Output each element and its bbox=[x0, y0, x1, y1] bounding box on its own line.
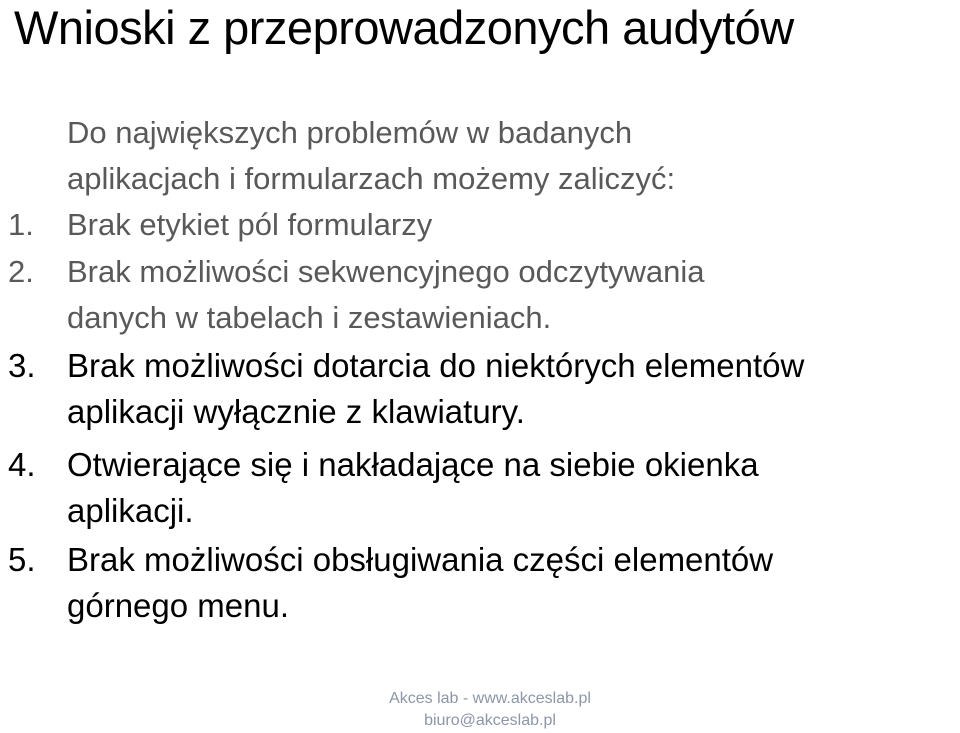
list-item-line: Brak możliwości sekwencyjnego odczytywania bbox=[67, 254, 705, 289]
intro-line-2: aplikacjach i formularzach możemy zaliczyć: bbox=[67, 161, 676, 196]
list-item-line: aplikacji. bbox=[67, 492, 194, 529]
list-item-text bbox=[67, 343, 957, 435]
list-item-line: Brak możliwości dotarcia do niektórych elementów bbox=[67, 347, 805, 384]
list-item-line: Brak możliwości obsługiwania części elementów bbox=[67, 541, 774, 578]
list-item-line: górnego menu. bbox=[67, 587, 289, 624]
footer-website: Akces lab - www.akceslab.pl bbox=[389, 690, 591, 707]
list-item-text bbox=[67, 537, 957, 629]
slide-title: Wnioski z przeprowadzonych audytów bbox=[14, 1, 794, 54]
intro-line-1: Do największych problemów w badanych bbox=[67, 115, 633, 150]
list-item-number: 1. bbox=[8, 207, 34, 242]
list-item-text bbox=[67, 249, 957, 341]
list-item-number: 2. bbox=[8, 254, 34, 289]
list-item-text bbox=[67, 442, 957, 534]
list-item-number: 3. bbox=[8, 347, 36, 384]
intro-text bbox=[67, 110, 927, 202]
list-item-line: danych w tabelach i zestawieniach. bbox=[67, 300, 552, 335]
list-item-number: 4. bbox=[8, 446, 36, 483]
list-item-number: 5. bbox=[8, 541, 36, 578]
list-item-line: Otwierające się i nakładające na siebie okienka bbox=[67, 446, 759, 483]
slide-footer bbox=[340, 688, 640, 732]
footer-email: biuro@akceslab.pl bbox=[424, 712, 556, 729]
list-item-text bbox=[67, 202, 957, 248]
list-item-line: Brak etykiet pól formularzy bbox=[67, 207, 433, 242]
list-item-line: aplikacji wyłącznie z klawiatury. bbox=[67, 393, 525, 430]
